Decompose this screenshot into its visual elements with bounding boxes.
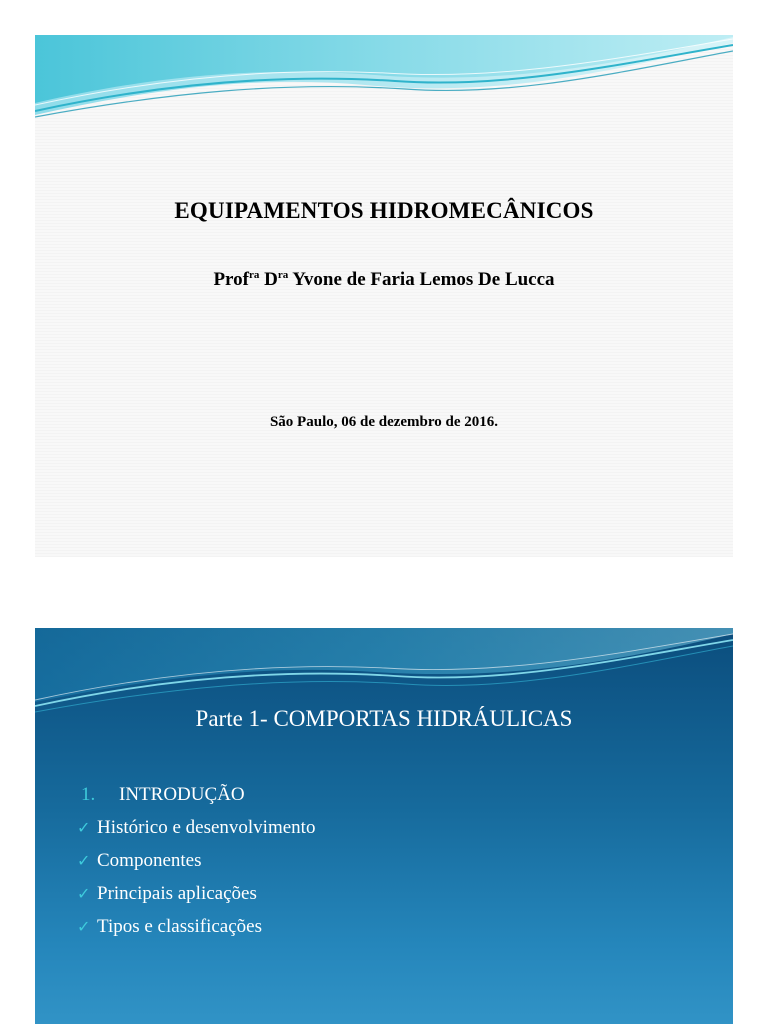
topic-list	[77, 784, 316, 949]
check-mark-icon: ✓	[77, 820, 91, 837]
title-slide	[35, 35, 733, 557]
check-mark-icon: ✓	[77, 853, 91, 870]
section-label: INTRODUÇÃO	[119, 784, 245, 805]
check-mark-icon: ✓	[77, 919, 91, 936]
list-item-label: Principais aplicações	[97, 883, 257, 904]
list-item-label: Componentes	[97, 850, 202, 871]
list-item	[77, 817, 315, 850]
author-full-name: Yvone de Faria Lemos De Lucca	[288, 269, 555, 290]
wave-decoration	[35, 35, 733, 145]
content-slide	[35, 628, 733, 1024]
presentation-date: São Paulo, 06 de dezembro de 2016.	[269, 414, 499, 430]
author-title: D	[259, 269, 278, 290]
list-item-label: Tipos e classificações	[97, 916, 262, 937]
slide-heading: Parte 1- COMPORTAS HIDRÁULICAS	[195, 706, 573, 731]
author-prefix: Prof	[213, 269, 249, 290]
list-item-label: Histórico e desenvolvimento	[97, 817, 316, 838]
list-item	[77, 850, 315, 883]
list-item	[77, 916, 315, 949]
check-mark-icon: ✓	[77, 886, 91, 903]
author-title-superscript: ra	[277, 269, 289, 281]
author-name	[35, 269, 733, 291]
section-number: 1.	[81, 784, 96, 805]
section-heading	[81, 784, 315, 817]
author-prefix-superscript: ra	[248, 269, 260, 281]
list-item	[77, 883, 315, 916]
presentation-title: EQUIPAMENTOS HIDROMECÂNICOS	[174, 198, 594, 223]
